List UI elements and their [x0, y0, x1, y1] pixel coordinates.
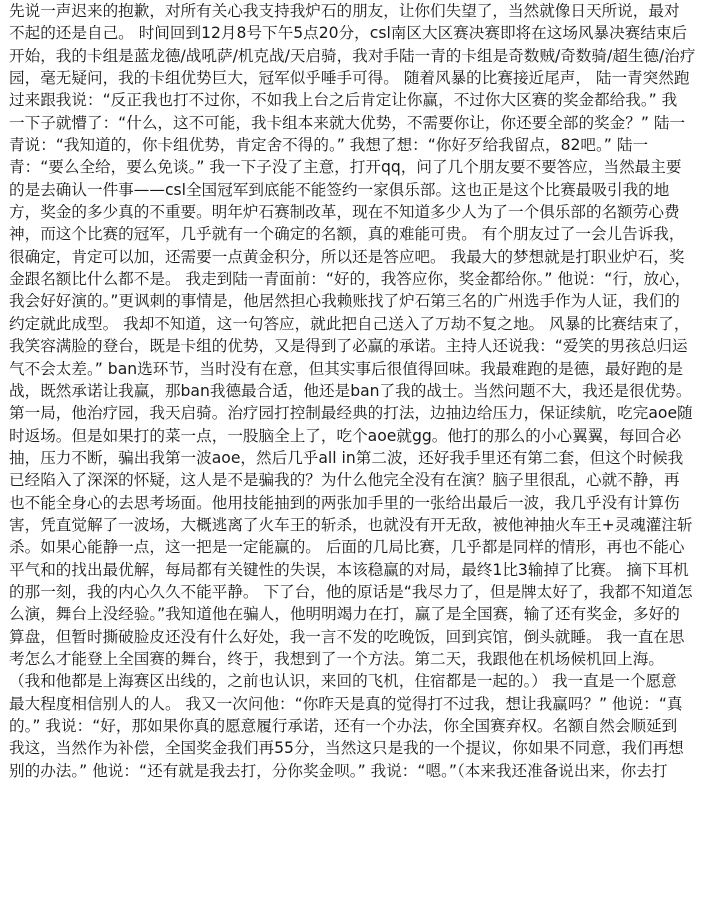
- article-line: 开始，我的卡组是蓝龙德/战吼萨/机克战/天启骑，我对手陆一青的卡组是奇数贼/奇数骑/超生德/治疗: [9, 46, 696, 65]
- article-line: 园，毫无疑问，我的卡组优势巨大，冠军似乎唾手可得。 随着风暴的比赛接近尾声， 陆一青突然跑: [9, 69, 690, 88]
- article-line: 我笑容满脸的登台，既是卡组的优势，又是得到了必赢的承诺。主持人还说我：“爱笑的男孩总归运: [9, 337, 688, 356]
- article-line: 方，奖金的多少真的不重要。明年炉石赛制改革，现在不知道多少人为了一个俱乐部的名额劳心费: [9, 203, 680, 222]
- article-line: 青说：“我知道的，你卡组优势，肯定舍不得的。” 我想了想：“你好歹给我留点，82吧。” 陆一: [9, 136, 649, 155]
- article-line: 也不能全身心的去思考场面。他用技能抽到的两张加手里的一张给出最后一波，我几乎没有计算伤: [9, 493, 680, 512]
- article-line: 平气和的找出最优解，每局都有关键性的失误，本该稳赢的对局，最终1比3输掉了比赛。 摘下耳机: [9, 560, 689, 579]
- article-line: 气不会太差。” ban选环节，当时没有在意，但其实事后很值得回味。我最难跑的是德，最好跑的是: [9, 359, 683, 378]
- article-line: 很确定，肯定可以加，还需要一点黄金积分，所以还是答应吧。 我最大的梦想就是打职业炉石，奖: [9, 247, 685, 266]
- article-line: 抽，压力不断，骗出我第一波aoe，然后几乎all in第二波，还好我手里还有第二套，但这个时候我: [9, 448, 684, 467]
- article-line: 金跟名额比什么都不是。 我走到陆一青面前：“好的，我答应你，奖金都给你。” 他说：“行，放心，: [9, 270, 691, 289]
- article-line: 害，凭直觉解了一波场，大概逃离了火车王的斩杀，也就没有开无敌，被他神抽火车王+灵魂灌注斩: [9, 515, 693, 534]
- article-line: 已经陷入了深深的怀疑，这人是不是骗我的？为什么他完全没有在演？脑子里很乱，心就不静，再: [9, 471, 680, 490]
- article-line: 一下子就懵了：“什么，这不可能，我卡组本来就大优势，不需要你让，你还要全部的奖金？” 陆一: [9, 113, 686, 132]
- article-line: 么演，舞台上没经验。”我知道他在骗人，他明明竭力在打，赢了是全国赛，输了还有奖金，多好的: [9, 605, 680, 624]
- article-line: 我这，当然作为补偿，全国奖金我们再55分，当然这只是我的一个提议，你如果不同意，我们再想: [9, 739, 684, 758]
- article-line: 算盘，但暂时撕破脸皮还没有什么好处，我一言不发的吃晚饭，回到宾馆，倒头就睡。 我一直在思: [9, 627, 685, 646]
- article-line: 杀。如果心能静一点，这一把是一定能赢的。 后面的几局比赛，几乎都是同样的情形，再也不能心: [9, 538, 685, 557]
- article-line: （我和他都是上海赛区出线的，之前也认识，来回的飞机，住宿都是一起的。） 我一直是一个愿意: [9, 672, 677, 691]
- article-line: 考怎么才能登上全国赛的舞台，终于，我想到了一个方法。第二天，我跟他在机场候机回上海。: [9, 649, 664, 668]
- article-line: 过来跟我说：“反正我也打不过你，不如我上台之后肯定让你赢，不过你大区赛的奖金都给我。” 我: [9, 91, 678, 110]
- article-line: 别的办法。” 他说：“还有就是我去打，分你奖金呗。” 我说：“嗯。”（本来我还准备说出来，你去打: [9, 761, 668, 780]
- article-line: 先说一声迟来的抱歉，对所有关心我支持我炉石的朋友，让你们失望了，当然就像日天所说，最对: [9, 2, 680, 20]
- article-line: 的是去确认一件事——csl全国冠军到底能不能签约一家俱乐部。这也正是这个比赛最吸引我的地: [9, 180, 670, 199]
- article-line: 不起的还是自己。 时间回到12月8号下午5点20分，csl南区大区赛决赛即将在这场风暴决赛结束后: [9, 24, 688, 43]
- article-line: 约定就此成型。 我却不知道，这一句答应，就此把自己送入了万劫不复之地。 风暴的比赛结束了，: [9, 314, 690, 333]
- article-line: 的那一刻，我的内心久久不能平静。 下了台，他的原话是“我尽力了，但是牌太好了，我都不知道怎: [9, 582, 693, 601]
- article-line: 我会好好演的。”更讽刺的事情是，他居然担心我赖账找了炉石第三名的广州选手作为人证，我们的: [9, 292, 680, 311]
- article-line: 战，既然承诺让我赢，那ban我德最合适，他还是ban了我的战士。当然问题不大，我还是很优势。: [9, 381, 692, 400]
- article-line: 的。” 我说：“好，那如果你真的愿意履行承诺，还有一个办法，你全国赛弃权。名额自然会顺延到: [9, 717, 678, 735]
- article-line: 青：“要么全给，要么免谈。” 我一下子没了主意，打开qq，问了几个朋友要不要答应，当然最主要: [9, 158, 682, 177]
- article-line: 最大程度相信别人的人。 我又一次问他：“你昨天是真的觉得打不过我，想让我赢吗？” 他说：“真: [9, 694, 683, 713]
- article-line: 时返场。但是如果打的菜一点，一股脑全上了，吃个aoe就gg。他打的那么的小心翼翼，每回合必: [9, 426, 682, 445]
- article-line: 第一局，他治疗园，我天启骑。治疗园打控制最经典的打法，边抽边给压力，保证续航，吃完aoe随: [9, 404, 693, 423]
- article-body: [9, 0, 709, 782]
- article-line: 神，而这个比赛的冠军，几乎就有一个确定的名额，真的难能可贵。 有个朋友过了一会儿告诉我，: [9, 225, 685, 244]
